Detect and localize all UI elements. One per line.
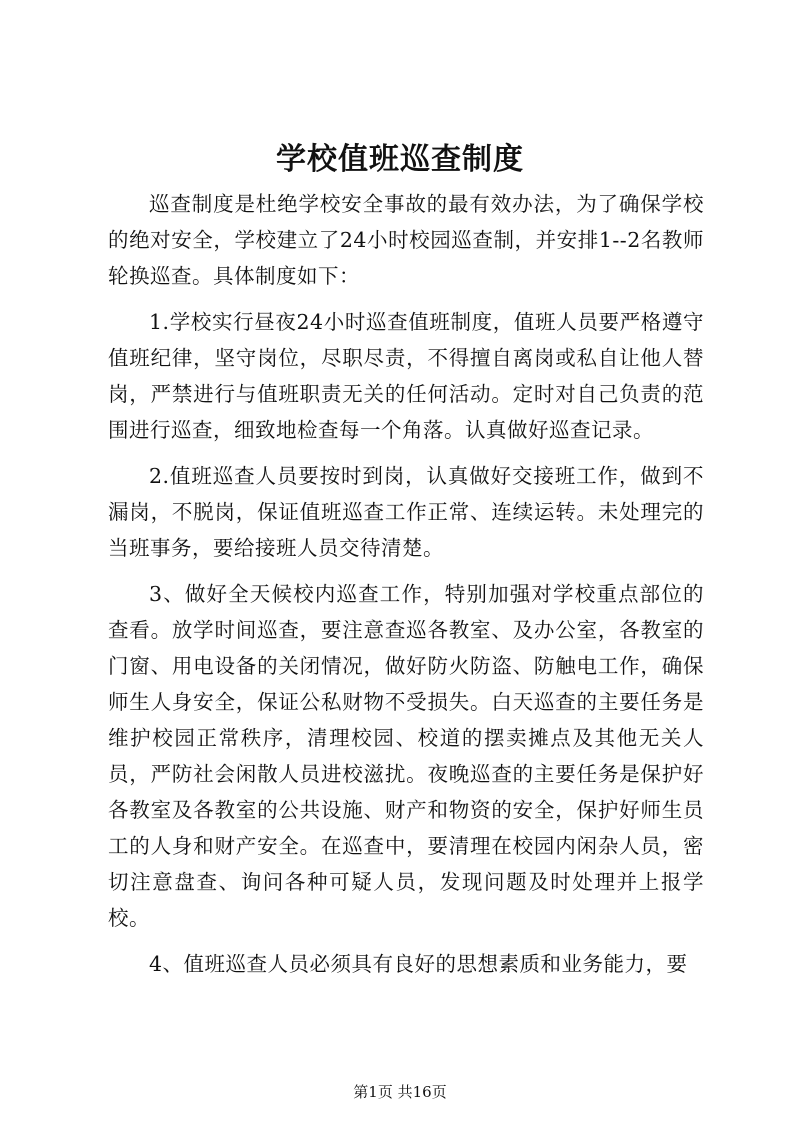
paragraph-intro: 巡查制度是杜绝学校安全事故的最有效办法，为了确保学校的绝对安全，学校建立了24小时校园巡查制，并安排1--2名教师轮换巡查。具体制度如下：: [108, 192, 704, 288]
paragraph-rule-2: 2.值班巡查人员要按时到岗，认真做好交接班工作，做到不漏岗，不脱岗，保证值班巡查工作正常、连续运转。未处理完的当班事务，要给接班人员交待清楚。: [108, 464, 704, 560]
document-body: [108, 186, 704, 992]
document-title: 学校值班巡查制度: [276, 142, 524, 177]
page-footer: 第1页 共16页: [353, 1083, 447, 1101]
paragraph-rule-4: 4、值班巡查人员必须具有良好的思想素质和业务能力，要: [149, 952, 688, 976]
paragraph-rule-3: 3、做好全天候校内巡查工作，特别加强对学校重点部位的查看。放学时间巡查，要注意查巡各教室、及办公室，各教室的门窗、用电设备的关闭情况，做好防火防盗、防触电工作，确保师生人身安全，保证公私财物不受损失。白天巡查的主要任务是维护校园正常秩序，清理校园、校道的摆卖摊点及其他无关人员，严防社会闲散人员进校滋扰。夜晚巡查的主要任务是保护好各教室及各教室的公共设施、财产和物资的安全，保护好师生员工的人身和财产安全。在巡查中，要清理在校园内闲杂人员，密切注意盘查、询问各种可疑人员，发现问题及时处理并上报学校。: [108, 582, 704, 930]
paragraph-rule-1: 1.学校实行昼夜24小时巡查值班制度，值班人员要严格遵守值班纪律，坚守岗位，尽职尽责，不得擅自离岗或私自让他人替岗，严禁进行与值班职责无关的任何活动。定时对自己负责的范围进行巡查，细致地检查每一个角落。认真做好巡查记录。: [108, 310, 704, 442]
